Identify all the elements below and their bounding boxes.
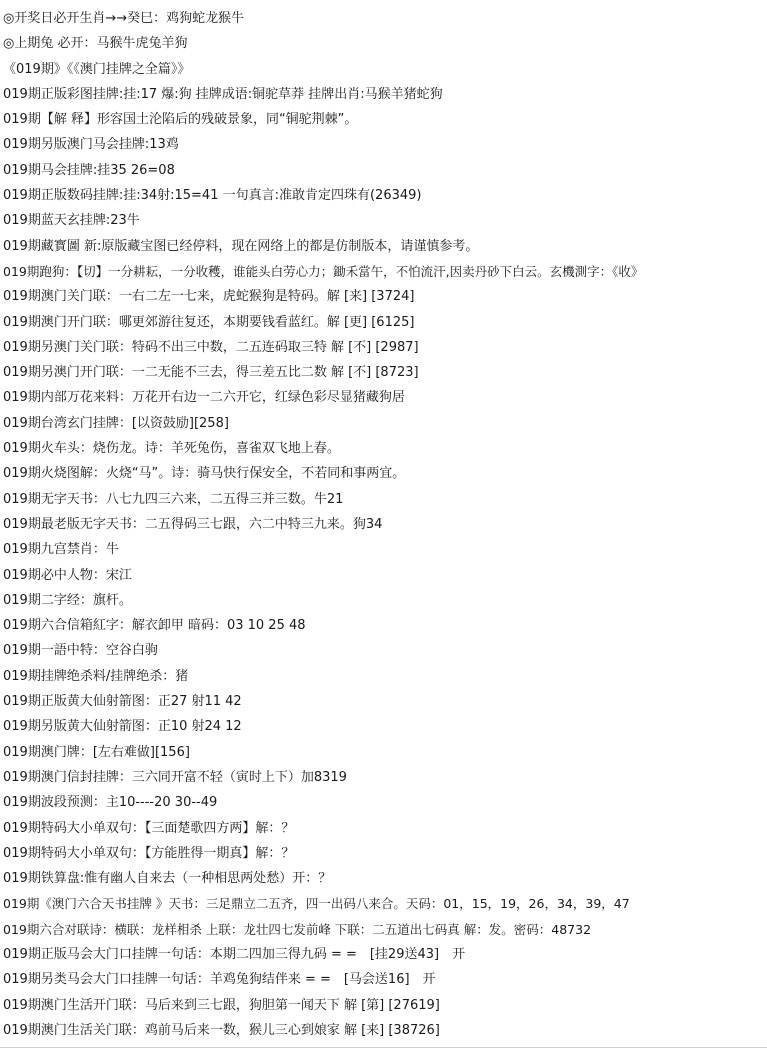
text-line-8: 019期正版数码挂牌:挂:34射:15=41 一句真言:准敢肯定四珠有(26349) <box>3 188 422 204</box>
text-line-14: 019期另澳门关门联：特码不出三中数，二五连码取三特 解 [不] [2987] <box>3 339 419 355</box>
text-line-30: 019期澳门牌：[左右难做][156] <box>3 744 190 760</box>
text-line-3: 《019期》《《澳门挂牌之全篇》》 <box>3 61 191 77</box>
text-line-11: 019期跑狗：【切】一分耕耘，一分收穫，谁能头白劳心力；鋤禾當午，不怕流汗,因卖丹砂下白云。玄機測字：《收》 <box>3 263 644 279</box>
text-line-38: 019期正版马会大门口挂牌一句话：本期二四加三得九码 = = [挂29送43] 开 <box>3 946 466 962</box>
text-line-40: 019期澳门生活开门联：马后来到三七跟，狗胆第一闻天下 解 [第] [27619] <box>3 997 440 1013</box>
text-line-18: 019期火车头：烧伤龙。诗：羊死兔伤，喜雀双飞地上春。 <box>3 441 340 457</box>
text-line-4: 019期正版彩图挂牌:挂:17 爆:狗 挂牌成语:铜驼草莽 挂牌出肖:马猴羊猪蛇狗 <box>3 86 443 102</box>
text-line-23: 019期必中人物：宋江 <box>3 567 132 583</box>
text-line-41: 019期澳门生活关门联：鸡前马后来一数，猴儿三心到娘家 解 [来] [38726] <box>3 1022 440 1038</box>
text-line-32: 019期波段预测：主10----20 30--49 <box>3 795 218 811</box>
text-line-26: 019期一語中特：空谷白驹 <box>3 643 158 659</box>
text-line-7: 019期马会挂牌:挂35 26=08 <box>3 162 175 178</box>
text-line-28: 019期正版黄大仙射箭图：正27 射11 42 <box>3 694 242 710</box>
text-line-12: 019期澳门关门联：一右二左一七来，虎蛇猴狗是特码。解 [来] [3724] <box>3 289 415 305</box>
text-line-27: 019期挂牌绝杀料/挂牌绝杀：猪 <box>3 668 189 684</box>
text-line-34: 019期特码大小单双句：【方能胜得一期真】解：？ <box>3 845 295 861</box>
text-line-22: 019期九宫禁肖：牛 <box>3 542 119 558</box>
text-line-2: ◎上期兔 必开：马猴牛虎兔羊狗 <box>3 36 188 52</box>
text-line-6: 019期另版澳门马会挂牌:13鸡 <box>3 137 179 153</box>
text-line-10: 019期藏寳圖 新:原版藏宝图已经停料，现在网络上的都是仿制版本，请谨慎参考。 <box>3 238 479 254</box>
text-line-24: 019期二字经：旗杆。 <box>3 592 132 608</box>
text-line-39: 019期另类马会大门口挂牌一句话：羊鸡兔狗结伴来 = = [马会送16] 开 <box>3 972 436 988</box>
text-line-21: 019期最老版无字天书：二五得码三七跟，六二中特三九来。狗34 <box>3 516 383 532</box>
text-line-31: 019期澳门信封挂牌：三六同开富不轻（寅时上下）加8319 <box>3 769 347 785</box>
text-line-33: 019期特码大小单双句：【三面楚歌四方两】解：？ <box>3 820 295 836</box>
text-line-35: 019期铁算盘:惟有幽人自来去（一种相思两处愁）开：？ <box>3 871 332 887</box>
text-line-37: 019期六合对联诗：横联：龙样相杀 上联：龙壮四七发前峰 下联：二五道出七码真 解：发。密码：48732 <box>3 921 592 937</box>
text-line-19: 019期火烧图解：火烧“马”。诗：骑马快行保安全，不若同和事两宜。 <box>3 466 406 482</box>
text-line-9: 019期蓝天玄挂牌:23牛 <box>3 213 140 229</box>
text-line-16: 019期内部万花来料：万花开右边一二六开它，红绿色彩尽显猪藏狗居 <box>3 390 405 406</box>
text-line-29: 019期另版黄大仙射箭图：正10 射24 12 <box>3 719 242 735</box>
bottom-divider <box>0 1047 767 1048</box>
text-line-13: 019期澳门开门联：哪更郊游往复还，本期要钱看蓝红。解 [更] [6125] <box>3 314 415 330</box>
text-line-15: 019期另澳门开门联：一二无能不三去，得三差五比二数 解 [不] [8723] <box>3 365 419 381</box>
article-body <box>3 6 765 1043</box>
text-line-25: 019期六合信箱紅字：解衣卸甲 暗码：03 10 25 48 <box>3 618 306 634</box>
text-line-17: 019期台湾玄门挂牌：[以资鼓励][258] <box>3 415 229 431</box>
text-line-5: 019期【解 释】形容国土沦陷后的残破景象，同“铜驼荆棘”。 <box>3 112 358 128</box>
text-line-1: ◎开奖日必开生肖→→癸巳：鸡狗蛇龙猴牛 <box>3 11 245 26</box>
text-line-20: 019期无字天书：八七九四三六来，二五得三并三数。牛21 <box>3 491 344 507</box>
text-line-36: 019期《澳门六合天书挂牌 》天书：三足鼎立二五齐，四一出码八来合。天码：01，15，19，26，34，39，47 <box>3 896 630 912</box>
